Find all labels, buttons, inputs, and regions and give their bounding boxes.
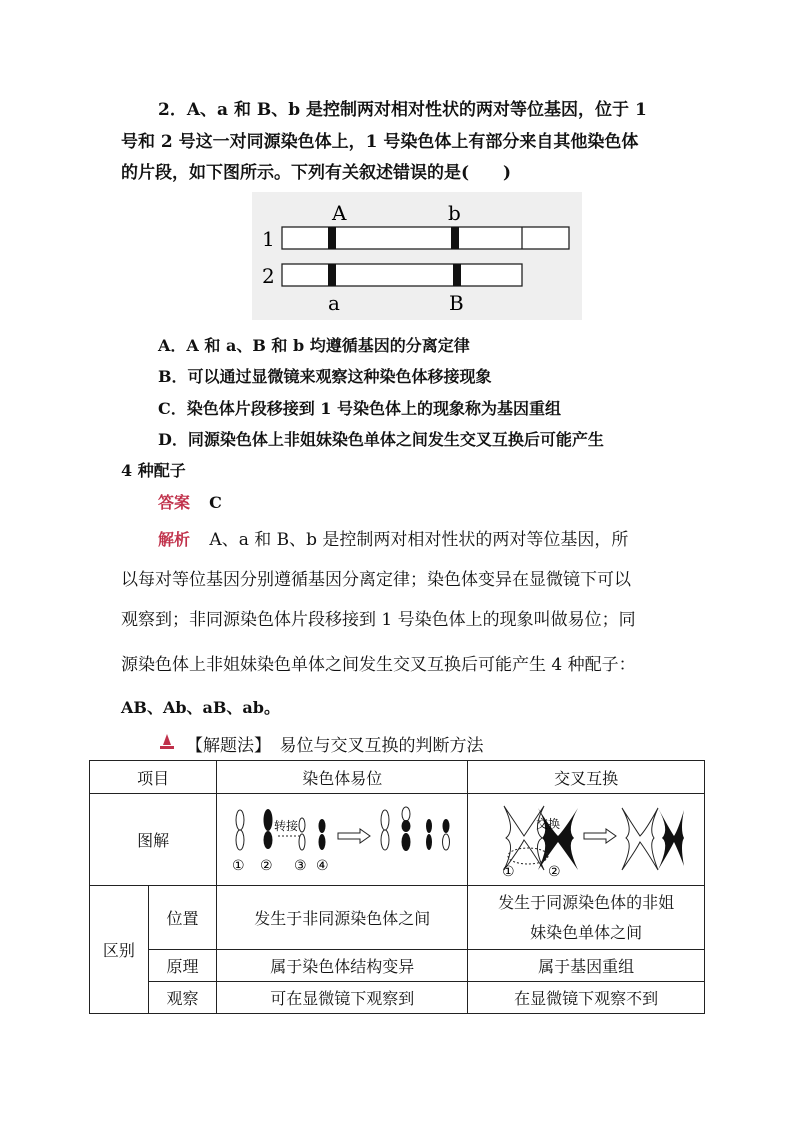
analysis-line-5: AB、Ab、aB、ab。 [121, 698, 280, 717]
gene-B-label: B [449, 291, 464, 315]
gene-A-band [328, 227, 336, 249]
row-principle-translocation: 属于染色体结构变异 [217, 950, 468, 982]
option-b: B．可以通过显微镜来观察这种染色体移接现象 [158, 367, 492, 386]
row-position-translocation: 发生于非同源染色体之间 [217, 886, 468, 950]
row-position-crossover-l1: 发生于同源染色体的非姐 [498, 892, 675, 912]
row-position-label: 位置 [148, 886, 217, 950]
exchange-label: 交换 [536, 816, 561, 831]
option-d-line-1: D．同源染色体上非姐妹染色单体之间发生交叉互换后可能产生 [158, 430, 604, 449]
svg-text:①: ① [232, 857, 245, 874]
analysis-line-3: 观察到；非同源染色体片段移接到 1 号染色体上的现象叫做易位；同 [121, 610, 636, 630]
arrow-icon [338, 829, 370, 843]
gene-A-label: A [332, 201, 347, 225]
question-line-1: 2．A、a 和 B、b 是控制两对相对性状的两对等位基因，位于 1 [158, 100, 647, 120]
option-d-line-2: 4 种配子 [121, 461, 186, 480]
header-translocation: 染色体易位 [217, 761, 468, 794]
chromosome-figure [252, 192, 582, 320]
svg-text:①: ① [502, 863, 515, 880]
row-observe-label: 观察 [148, 982, 217, 1014]
header-crossover: 交叉互换 [468, 761, 705, 794]
method-icon [158, 733, 176, 751]
gene-b-band [451, 227, 459, 249]
svg-text:②: ② [260, 857, 273, 874]
method-title: 【解题法】 易位与交叉互换的判断方法 [186, 736, 484, 756]
answer-value: C [209, 493, 222, 512]
arrow-icon [584, 829, 616, 843]
analysis-line-1 [158, 525, 628, 550]
option-a: A．A 和 a、B 和 b 均遵循基因的分离定律 [158, 336, 470, 355]
comparison-table [89, 760, 705, 1014]
chromosome-1-label: 1 [262, 227, 275, 251]
gene-a-band [328, 264, 336, 286]
row-observe-translocation: 可在显微镜下观察到 [217, 982, 468, 1014]
crossover-diagram-cell [468, 794, 705, 886]
header-item: 项目 [90, 761, 217, 794]
svg-text:②: ② [548, 863, 561, 880]
chromosome-2-label: 2 [262, 264, 275, 288]
row-observe-crossover: 在显微镜下观察不到 [468, 982, 705, 1014]
translocation-diagram [222, 800, 462, 880]
row-diagram-label: 图解 [90, 794, 217, 886]
svg-text:④: ④ [316, 857, 329, 874]
transfer-label: 转接 [274, 818, 299, 833]
gene-a-label: a [328, 291, 340, 315]
row-position-crossover [468, 886, 705, 950]
row-principle-label: 原理 [148, 950, 217, 982]
answer-row [158, 490, 222, 513]
chromosome-2-bar [282, 264, 522, 286]
answer-label: 答案 [158, 493, 191, 512]
question-line-2: 号和 2 号这一对同源染色体上，1 号染色体上有部分来自其他染色体 [121, 132, 639, 152]
option-c: C．染色体片段移接到 1 号染色体上的现象称为基因重组 [158, 399, 562, 418]
analysis-line-2: 以每对等位基因分别遵循基因分离定律；染色体变异在显微镜下可以 [121, 570, 631, 590]
gene-b-label: b [448, 201, 461, 225]
analysis-text-1: A、a 和 B、b 是控制两对相对性状的两对等位基因，所 [209, 530, 629, 550]
translocation-diagram-cell [217, 794, 468, 886]
row-principle-crossover: 属于基因重组 [468, 950, 705, 982]
gene-B-band [453, 264, 461, 286]
analysis-label: 解析 [158, 530, 191, 549]
row-position-crossover-l2: 妹染色单体之间 [530, 922, 643, 942]
crossover-diagram [486, 800, 686, 880]
question-line-3: 的片段，如下图所示。下列有关叙述错误的是( ) [121, 163, 512, 183]
chromosome-1-bar [282, 227, 569, 249]
analysis-line-4: 源染色体上非姐妹染色单体之间发生交叉互换后可能产生 4 种配子： [121, 655, 636, 675]
group-difference: 区别 [90, 886, 149, 1014]
svg-text:③: ③ [294, 857, 307, 874]
